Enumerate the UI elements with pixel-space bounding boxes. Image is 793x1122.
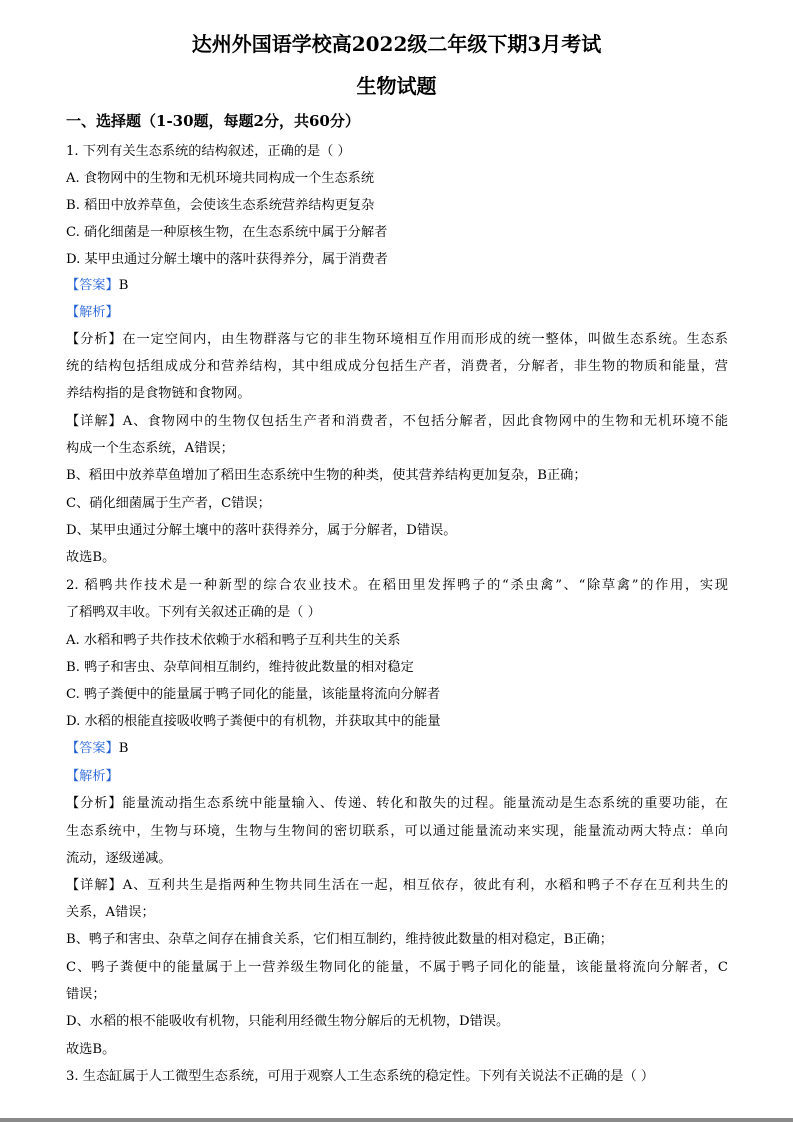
question-1-stem: 1. 下列有关生态系统的结构叙述，正确的是（ ） <box>66 144 351 159</box>
question-2-fenxi-line-2: 生态系统中，生物与环境，生物与生物间的密切联系，可以通过能量流动来实现，能量流动两大特点：单向 <box>66 824 728 839</box>
xiangjie-text: A、互利共生是指两种生物共同生活在一起，相互依存，彼此有利，水稻和鸭子不存在互利共生的 <box>122 878 729 893</box>
answer-value: B <box>118 278 129 293</box>
question-1-conclusion: 故选B。 <box>66 550 116 565</box>
question-2-fenxi-line-3: 流动，逐级递减。 <box>66 851 172 866</box>
xiangjie-tag: 【详解】 <box>66 878 123 893</box>
answer-tag: 【答案】 <box>66 278 119 293</box>
fenxi-text: 在一定空间内，由生物群落与它的非生物环境相互作用而形成的统一整体，叫做生态系统。生态系 <box>122 332 728 347</box>
question-1-analysis-tag: 【解析】 <box>66 305 119 320</box>
question-2-xiangjie-line-2: 关系，A错误； <box>66 905 155 920</box>
question-1-xiangjie-line-2: 构成一个生态系统，A错误； <box>66 441 234 456</box>
xiangjie-tag: 【详解】 <box>66 414 123 429</box>
question-2-xiangjie-line-1 <box>66 876 728 896</box>
question-2-conclusion: 故选B。 <box>66 1042 116 1057</box>
page-bottom-edge <box>0 1118 793 1122</box>
question-1-xiangjie-line-1 <box>66 412 728 432</box>
question-1-fenxi-line-1 <box>66 330 728 350</box>
question-2-option-b: B. 鸭子和害虫、杂草间相互制约，维持彼此数量的相对稳定 <box>66 660 414 675</box>
question-1-xiangjie-line-4: C、硝化细菌属于生产者，C错误； <box>66 496 271 511</box>
exam-title: 达州外国语学校高2022级二年级下期3月考试 <box>191 32 602 56</box>
question-2-xiangjie-line-3: B、鸭子和害虫、杂草之间存在捕食关系，它们相互制约，维持彼此数量的相对稳定，B正确； <box>66 932 613 947</box>
answer-value: B <box>118 741 129 756</box>
question-1-xiangjie-line-3: B、稻田中放养草鱼增加了稻田生态系统中生物的种类，使其营养结构更加复杂，B正确； <box>66 468 587 483</box>
fenxi-tag: 【分析】 <box>66 796 123 811</box>
question-2-xiangjie-line-5: 错误； <box>66 987 106 1002</box>
question-2-answer <box>66 739 728 759</box>
question-2-option-c: C. 鸭子粪便中的能量属于鸭子同化的能量，该能量将流向分解者 <box>66 687 441 702</box>
question-1-option-a: A. 食物网中的生物和无机环境共同构成一个生态系统 <box>66 171 375 186</box>
fenxi-text: 能量流动指生态系统中能量输入、传递、转化和散失的过程。能量流动是生态系统的重要功能，在 <box>122 796 728 811</box>
question-2-xiangjie-line-6: D、水稻的根不能吸收有机物，只能利用经微生物分解后的无机物，D错误。 <box>66 1014 510 1029</box>
question-2-option-a: A. 水稻和鸭子共作技术依赖于水稻和鸭子互利共生的关系 <box>66 633 401 648</box>
question-1-option-d: D. 某甲虫通过分解土壤中的落叶获得养分，属于消费者 <box>66 252 388 267</box>
answer-tag: 【答案】 <box>66 741 119 756</box>
question-1-fenxi-line-2: 统的结构包括组成成分和营养结构，其中组成成分包括生产者，消费者，分解者，非生物的物质和能量，营 <box>66 359 728 374</box>
question-1-answer <box>66 276 728 296</box>
question-1-fenxi-line-3: 养结构指的是食物链和食物网。 <box>66 386 251 401</box>
xiangjie-text: A、食物网中的生物仅包括生产者和消费者，不包括分解者，因此食物网中的生物和无机环境不能 <box>122 414 729 429</box>
question-2-stem-line-1: 2. 稻鸭共作技术是一种新型的综合农业技术。在稻田里发挥鸭子的“杀虫禽”、“除草禽”的作用，实现 <box>66 578 728 593</box>
question-2-option-d: D. 水稻的根能直接吸收鸭子粪便中的有机物，并获取其中的能量 <box>66 714 441 729</box>
fenxi-tag: 【分析】 <box>66 332 123 347</box>
question-2-fenxi-line-1 <box>66 794 728 814</box>
question-1-option-c: C. 硝化细菌是一种原核生物，在生态系统中属于分解者 <box>66 225 388 240</box>
question-2-analysis-tag: 【解析】 <box>66 769 119 784</box>
question-2-xiangjie-line-4: C、鸭子粪便中的能量属于上一营养级生物同化的能量，不属于鸭子同化的能量，该能量将流向分解者，C <box>66 960 728 975</box>
question-3-stem: 3. 生态缸属于人工微型生态系统，可用于观察人工生态系统的稳定性。下列有关说法不正确的是（ ） <box>66 1069 655 1084</box>
section-heading: 一、选择题（1-30题，每题2分，共60分） <box>66 112 360 130</box>
exam-subtitle: 生物试题 <box>356 74 437 98</box>
question-1-option-b: B. 稻田中放养草鱼，会使该生态系统营养结构更复杂 <box>66 198 375 213</box>
question-1-xiangjie-line-5: D、某甲虫通过分解土壤中的落叶获得养分，属于分解者，D错误。 <box>66 523 457 538</box>
question-2-stem-line-2: 了稻鸭双丰收。下列有关叙述正确的是（ ） <box>66 605 321 620</box>
